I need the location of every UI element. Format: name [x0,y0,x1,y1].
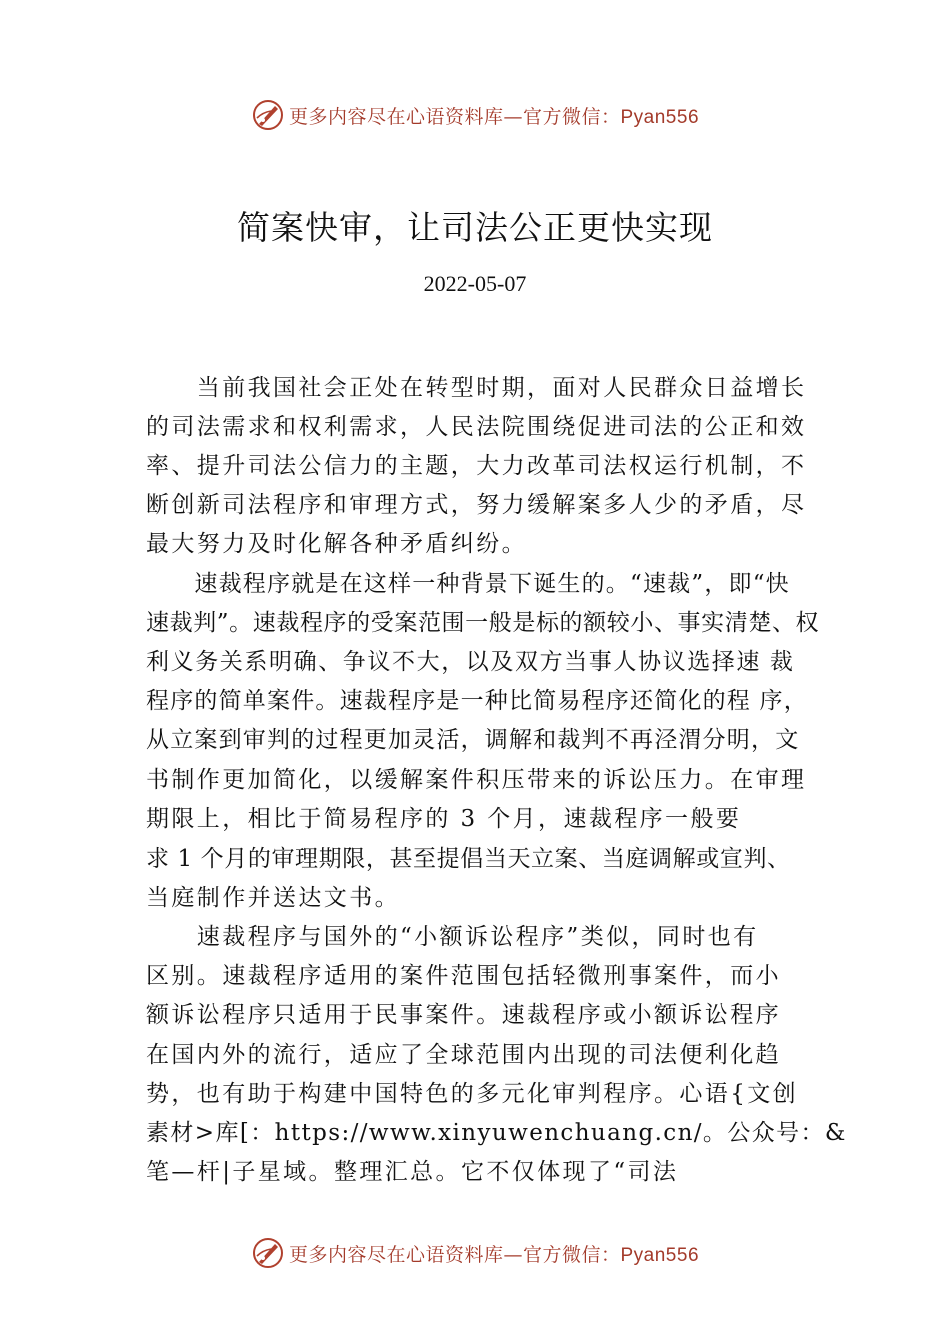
footer-banner [0,1233,950,1273]
text-line: 利义务关系明确、争议不大，以及双方当事人协议选择速 裁 [146,649,795,675]
text-line: 当庭制作并送达文书。 [146,885,400,911]
text-line: 率、提升司法公信力的主题，大力改革司法权运行机制，不 [146,453,807,479]
quill-pen-logo-icon [251,1236,285,1270]
text-line: 的司法需求和权利需求，人民法院围绕促进司法的公正和效 [146,414,807,440]
text-line: 速裁程序与国外的“小额诉讼程序”类似，同时也有 [146,924,759,950]
text-line: 速裁判”。速裁程序的受案范围一般是标的额较小、事实清楚、权 [146,610,820,636]
quill-pen-logo-icon [251,98,285,132]
text-line: 素材>库[：https://www.xinyuwenchuang.cn/。公众号：& [146,1120,847,1146]
text-line: 最大努力及时化解各种矛盾纠纷。 [146,531,527,557]
text-line: 额诉讼程序只适用于民事案件。速裁程序或小额诉讼程序 [146,1002,781,1028]
banner-wechat-id: Pyan556 [620,106,700,128]
text-line: 速裁程序就是在这样一种背景下诞生的。“速裁”，即“快 [146,571,790,597]
text-line: 从立案到审判的过程更加灵活，调解和裁判不再泾渭分明，文 [146,727,800,753]
banner-main-text: 更多内容尽在心语资料库—官方微信： [288,1243,621,1266]
banner-text [289,1240,699,1267]
text-line: 期限上，相比于简易程序的 3 个月，速裁程序一般要 [146,806,742,832]
text-line: 程序的简单案件。速裁程序是一种比简易程序还简化的程 序， [146,688,808,714]
text-line: 书制作更加简化，以缓解案件积压带来的诉讼压力。在审理 [146,767,807,793]
text-line: 在国内外的流行，适应了全球范围内出现的司法便利化趋 [146,1042,781,1068]
text-line: 区别。速裁程序适用的案件范围包括轻微刑事案件，而小 [146,963,781,989]
text-line: 笔—杆|子星域。整理汇总。它不仅体现了“司法 [146,1159,679,1185]
document-date: 2022-05-07 [423,271,527,296]
text-line: 断创新司法程序和审理方式，努力缓解案多人少的矛盾，尽 [146,492,807,518]
banner-text [289,102,699,129]
text-line: 势，也有助于构建中国特色的多元化审判程序。心语{文创 [146,1081,799,1107]
banner-wechat-id: Pyan556 [620,1244,700,1266]
text-line: 求 1 个月的审理期限，甚至提倡当天立案、当庭调解或宣判、 [146,846,791,872]
document-title: 简案快审，让司法公正更快实现 [237,208,713,247]
banner-main-text: 更多内容尽在心语资料库—官方微信： [288,105,621,128]
header-banner [0,95,950,135]
text-line: 当前我国社会正处在转型时期，面对人民群众日益增长 [146,375,807,401]
